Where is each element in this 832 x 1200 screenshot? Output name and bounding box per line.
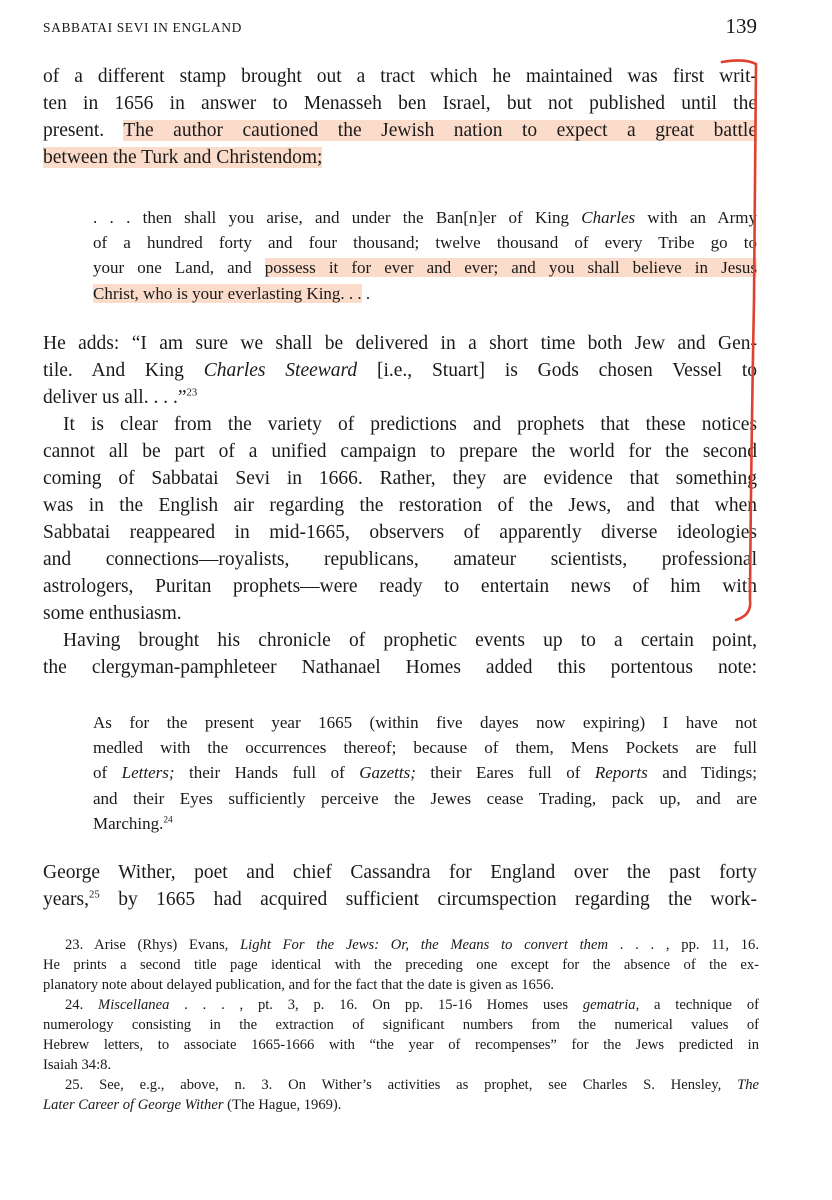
- text-segment: As for the present year 1665 (within five dayes now expiring) I have not: [93, 713, 757, 732]
- italic-text: Reports: [594, 763, 648, 783]
- text-segment: with an Army: [635, 208, 757, 227]
- text-segment: tile. And King: [43, 360, 204, 381]
- text-segment: numerology consisting in the extraction of significant numbers from the numerical values of: [43, 1017, 759, 1033]
- text-segment: and connections—royalists, republicans, amateur scientists, professional: [43, 549, 757, 570]
- highlighted-text: The author cautioned the Jewish nation to expect a great battle: [123, 120, 757, 141]
- text-segment: astrologers, Puritan prophets—were ready to entertain news of him with: [43, 576, 757, 597]
- text-line: [93, 735, 757, 760]
- text-segment: Having brought his chronicle of prophetic events up to a certain point,: [63, 630, 757, 651]
- text-segment: their Eares full of: [415, 763, 595, 783]
- text-segment: (The Hague, 1969).: [223, 1097, 342, 1113]
- text-line: [43, 1075, 759, 1095]
- text-line: [43, 935, 759, 955]
- text-segment: He adds: “I am sure we shall be delivered in a short time both Jew and Gen-: [43, 333, 757, 354]
- text-line: [43, 1095, 759, 1115]
- highlighted-text: between the Turk and Christendom;: [43, 147, 323, 168]
- text-segment: . . . , pp. 11, 16.: [608, 937, 759, 953]
- footnotes: [43, 935, 759, 1115]
- italic-text: Later Career of George Wither: [43, 1097, 224, 1113]
- italic-text: Letters;: [121, 763, 175, 783]
- italic-text: Miscellanea: [98, 997, 170, 1013]
- text-line: [93, 786, 757, 811]
- text-line: [43, 955, 759, 975]
- footnote-reference: 23: [186, 386, 198, 399]
- text-segment: 23. Arise (Rhys) Evans,: [65, 937, 241, 953]
- text-segment: He prints a second title page identical with the preceding one except for the absence of the ex-: [43, 957, 759, 973]
- highlighted-text: Christ, who is your everlasting King. . .: [93, 283, 362, 303]
- text-segment: planatory note about delayed publication, and for the fact that the date is given as 1656.: [43, 977, 555, 993]
- text-segment: Hebrew letters, to associate 1665-1666 with “the year of recompenses” for the Jews predicted in: [43, 1037, 759, 1053]
- text-segment: of a hundred forty and four thousand; twelve thousand of every Tribe go to: [93, 233, 757, 253]
- italic-text: Charles Steeward: [203, 360, 358, 381]
- text-segment: and Tidings;: [647, 763, 758, 783]
- text-line: [93, 760, 757, 785]
- text-segment: of a different stamp brought out a tract which he maintained was first writ-: [43, 66, 757, 87]
- text-segment: . . . , pt. 3, p. 16. On pp. 15-16 Homes uses: [169, 997, 583, 1013]
- text-segment: of: [93, 763, 122, 783]
- text-segment: ten in 1656 in answer to Menasseh ben Israel, but not published until the: [43, 93, 757, 114]
- italic-text: Light For the Jews: Or, the Means to convert them: [240, 937, 608, 953]
- block-quote-2: [93, 710, 757, 836]
- text-line: [43, 995, 759, 1015]
- text-segment: [i.e., Stuart] is Gods chosen Vessel to: [357, 360, 758, 381]
- footnote-reference: 24: [163, 815, 173, 826]
- text-segment: present.: [43, 120, 124, 141]
- text-line: [93, 710, 757, 735]
- italic-text: Gazetts;: [359, 763, 416, 783]
- footnote-reference: 25: [89, 888, 100, 901]
- text-segment: the clergyman-pamphleteer Nathanael Homes added this portentous note:: [43, 657, 757, 678]
- text-segment: .: [361, 283, 371, 303]
- text-segment: deliver us all. . . .”: [43, 387, 187, 408]
- text-segment: 25. See, e.g., above, n. 3. On Wither’s activities as prophet, see Charles S. Hensley,: [65, 1077, 738, 1093]
- paragraph-3: [43, 859, 757, 913]
- highlighted-text: possess it for ever and ever; and you shall believe in Jesus: [264, 258, 757, 278]
- text-segment: their Hands full of: [174, 763, 360, 783]
- running-head: SABBATAI SEVI IN ENGLAND: [43, 20, 242, 35]
- text-segment: a technique of: [639, 997, 759, 1013]
- italic-text: The: [737, 1077, 759, 1093]
- text-segment: and their Eyes sufficiently perceive the Jewes cease Trading, pack up, and are: [93, 788, 757, 808]
- text-segment: some enthusiasm.: [43, 603, 182, 624]
- text-segment: Sabbatai reappeared in mid-1665, observers of apparently diverse ideologies: [43, 522, 757, 543]
- text-segment: years,: [43, 889, 90, 910]
- italic-text: gematria,: [582, 997, 640, 1013]
- text-segment: medled with the occurrences thereof; because of them, Mens Pockets are full: [93, 738, 757, 758]
- text-line: [43, 1015, 759, 1035]
- text-line: [93, 811, 757, 836]
- text-line: [43, 859, 757, 886]
- text-line: [43, 1055, 759, 1075]
- text-line: [43, 1035, 759, 1055]
- page-number: 139: [725, 14, 757, 38]
- text-segment: Marching.: [93, 813, 164, 833]
- text-line: [43, 886, 757, 913]
- text-segment: . . . then shall you arise, and under the Ban[n]er of King: [93, 208, 582, 227]
- text-segment: was in the English air regarding the restoration of the Jews, and that when: [43, 495, 757, 516]
- text-segment: 24.: [65, 997, 99, 1013]
- text-segment: It is clear from the variety of predictions and prophets that these notices: [63, 414, 757, 435]
- text-segment: Isaiah 34:8.: [43, 1057, 112, 1073]
- text-segment: coming of Sabbatai Sevi in 1666. Rather, they are evidence that something: [43, 468, 757, 489]
- text-segment: George Wither, poet and chief Cassandra for England over the past forty: [43, 862, 757, 883]
- text-segment: your one Land, and: [93, 258, 265, 278]
- italic-text: Charles: [581, 208, 636, 227]
- text-line: [43, 975, 759, 995]
- text-segment: cannot all be part of a unified campaign to prepare the world for the second: [43, 441, 757, 462]
- text-segment: by 1665 had acquired sufficient circumspection regarding the work-: [99, 889, 757, 910]
